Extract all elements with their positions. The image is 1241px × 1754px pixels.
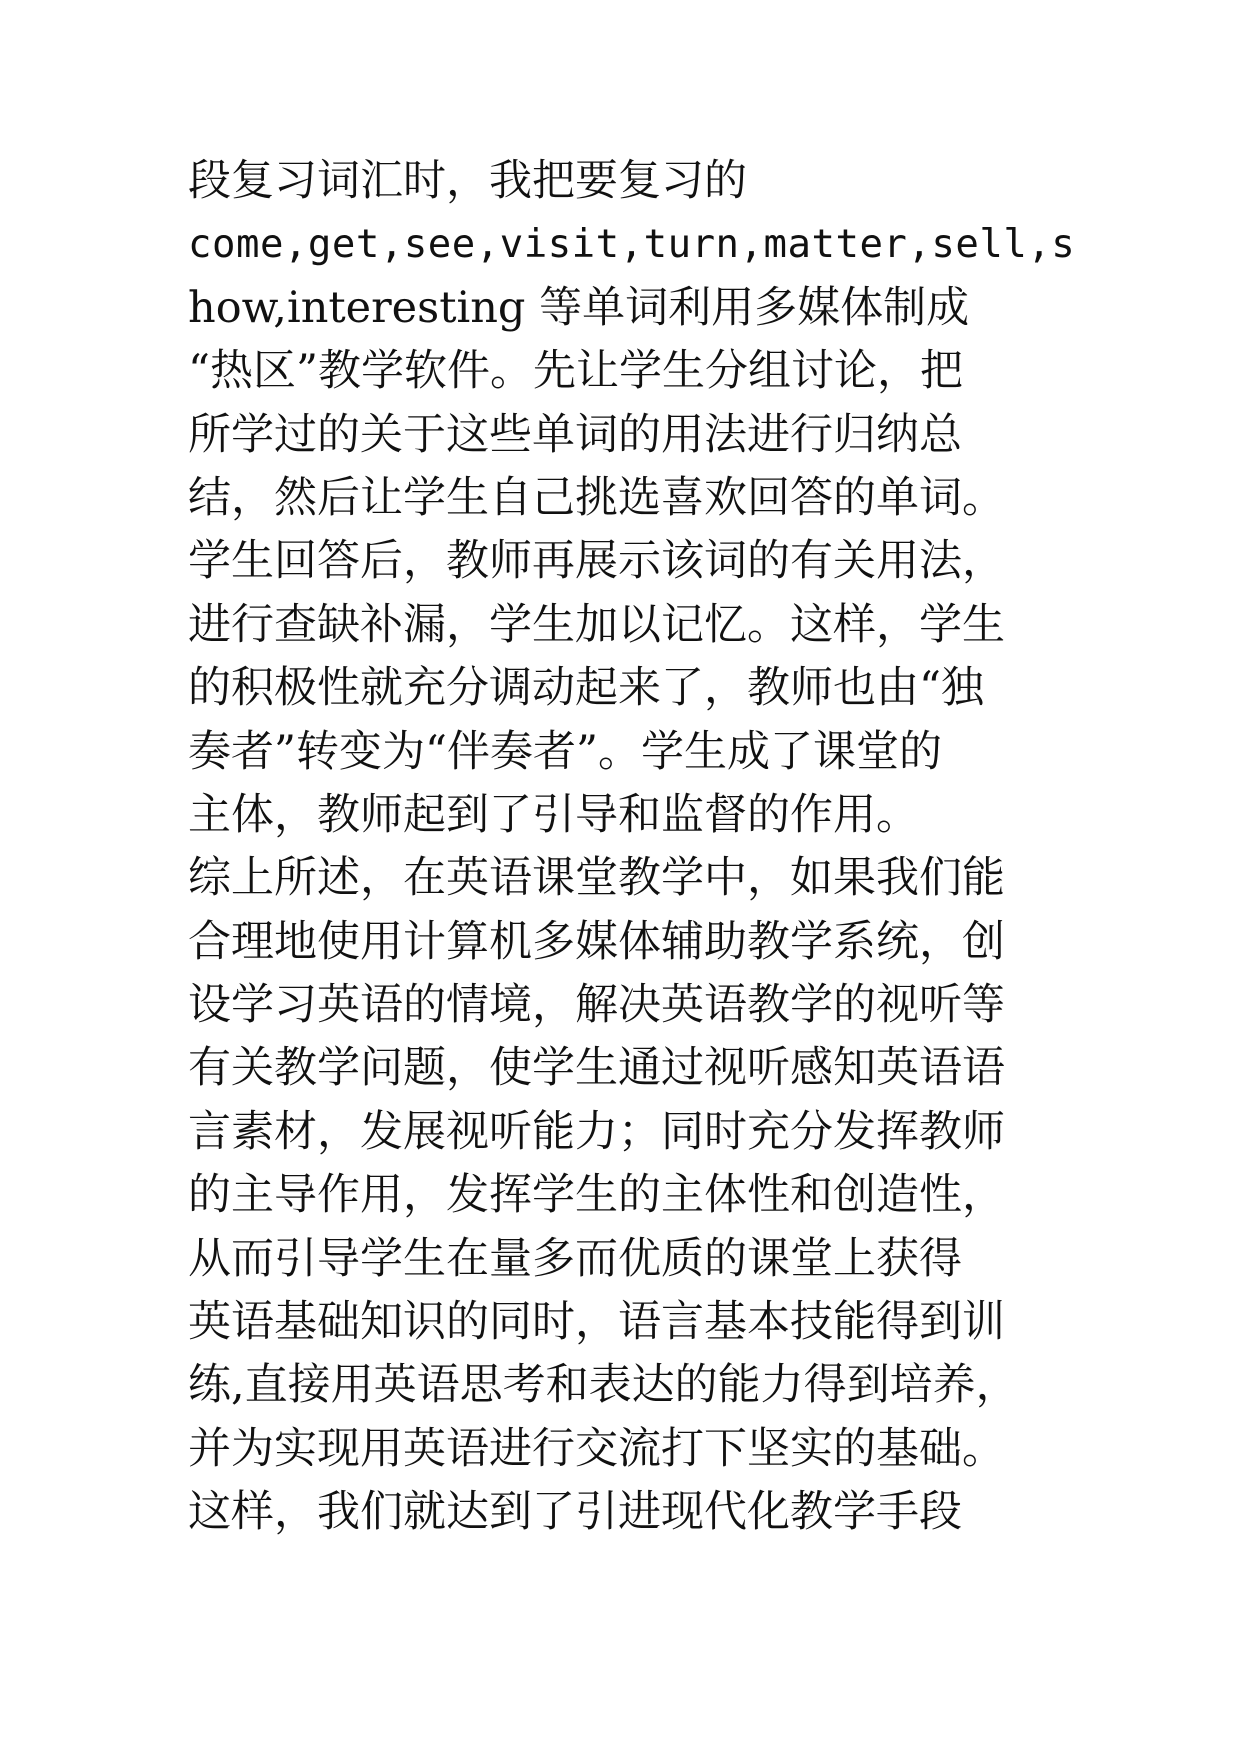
text-line: 的主导作用，发挥学生的主体性和创造性， [188, 1170, 1005, 1221]
body-text [188, 150, 1168, 1545]
text-line: 段复习词汇时，我把要复习的 [188, 156, 747, 206]
text-line: 所学过的关于这些单词的用法进行归纳总 [188, 409, 962, 460]
text-line: 综上所述，在英语课堂教学中，如果我们能 [188, 853, 1005, 904]
text-line: 的积极性就充分调动起来了，教师也由“独 [188, 663, 984, 714]
text-line: 合理地使用计算机多媒体辅助教学系统，创 [188, 916, 1005, 967]
text-line: 英语基础知识的同时，语言基本技能得到训 [188, 1297, 1005, 1348]
text-line: 从而引导学生在量多而优质的课堂上获得 [188, 1233, 962, 1284]
text-line: 言素材，发展视听能力；同时充分发挥教师 [188, 1106, 1005, 1157]
text-line: 设学习英语的情境，解决英语教学的视听等 [188, 980, 1005, 1031]
text-line: 结，然后让学生自己挑选喜欢回答的单词。 [188, 472, 1005, 523]
text-line: 奏者”转变为“伴奏者”。学生成了课堂的 [188, 726, 942, 777]
text-line: come,get,see,visit,turn,matter,sell,s [188, 222, 1076, 268]
text-line: 有关教学问题，使学生通过视听感知英语语 [188, 1043, 1005, 1094]
text-line: 进行查缺补漏，学生加以记忆。这样，学生 [188, 599, 1005, 650]
text-line: 学生回答后，教师再展示该词的有关用法， [188, 536, 1005, 587]
text-line: how,interesting 等单词利用多媒体制成 [188, 282, 970, 333]
text-line: 并为实现用英语进行交流打下坚实的基础。 [188, 1423, 1005, 1474]
text-line: 主体，教师起到了引导和监督的作用。 [188, 789, 919, 840]
text-line: 这样，我们就达到了引进现代化教学手段 [188, 1487, 962, 1538]
text-line: 练,直接用英语思考和表达的能力得到培养， [188, 1360, 1019, 1411]
text-line: “热区”教学软件。先让学生分组讨论，把 [188, 346, 963, 397]
